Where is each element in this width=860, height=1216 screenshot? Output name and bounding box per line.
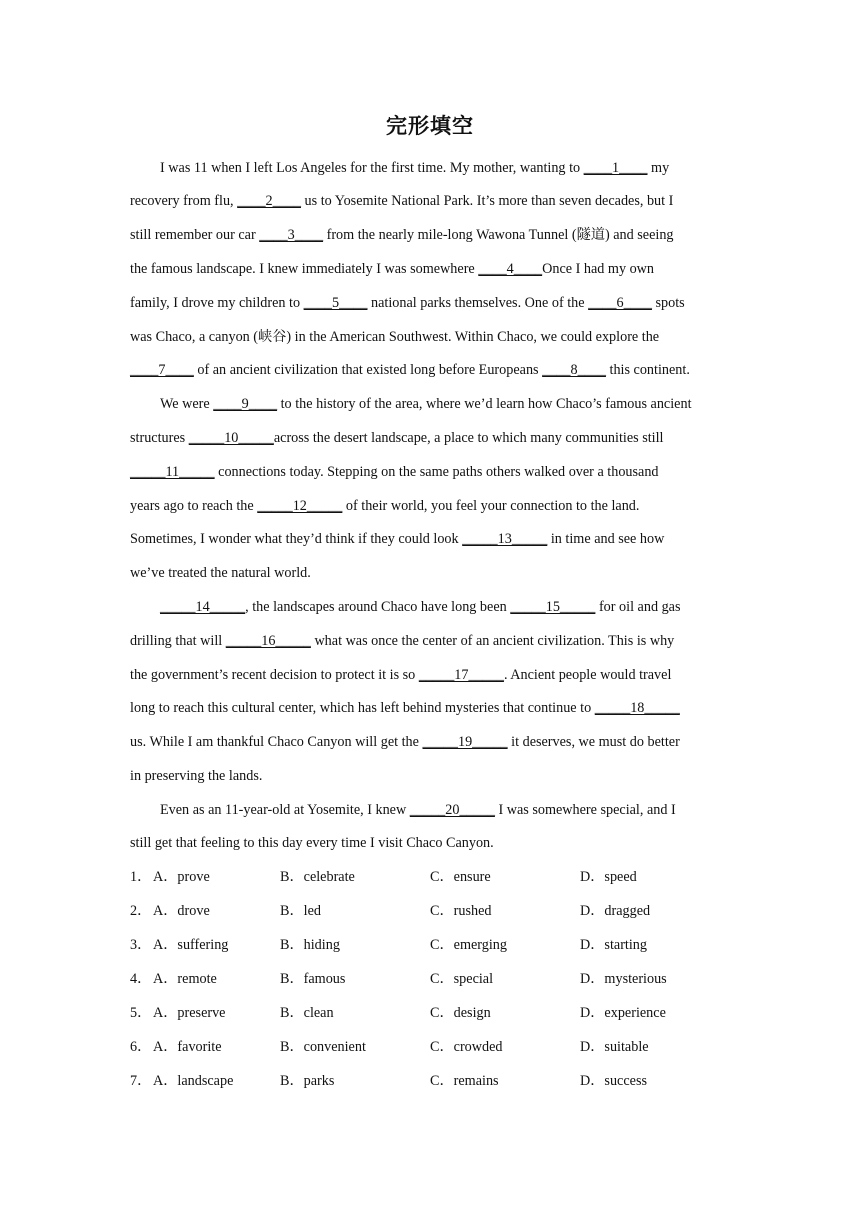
passage-line [130,698,680,718]
passage-text: it deserves, we must do better [507,734,680,750]
passage-line [160,394,692,414]
passage-text: drilling that will [130,633,226,649]
option-c: C．design [430,1005,491,1021]
passage-text: we’ve treated the natural world. [130,565,311,581]
passage-line [130,191,673,211]
option-c: C．rushed [430,903,492,919]
passage-text: family, I drove my children to [130,295,304,311]
page-title: 完形填空 [386,114,474,138]
passage-text: this continent. [605,362,690,378]
question-number: 4． [130,971,152,987]
passage-line [130,732,680,752]
passage-line [130,360,690,380]
blank: ____4____ [478,261,543,277]
passage-line [130,496,639,516]
passage-text: Once I had my own [542,261,655,277]
option-d: D．suitable [580,1039,649,1055]
passage-text: structures [130,430,189,446]
passage-line [130,225,674,245]
option-c: C．ensure [430,869,491,885]
passage-text: long to reach this cultural center, which has left behind mysteries that continue to [130,700,595,716]
passage-text: was Chaco, a canyon (峡谷) in the American Southwest. Within Chaco, we could explore the [130,329,660,345]
blank: _____12_____ [257,498,343,514]
passage-text: of their world, you feel your connection to the land. [342,498,640,514]
passage-text: . Ancient people would travel [503,667,672,683]
option-b: B．convenient [280,1039,366,1055]
passage-text: national parks themselves. One of the [367,295,589,311]
passage-text: recovery from flu, [130,193,238,209]
passage-line [130,665,671,685]
blank: ____2____ [237,193,301,209]
question-number: 6． [130,1039,152,1055]
blank: _____20_____ [409,802,495,818]
passage-text: the government’s recent decision to protect it is so [130,667,419,683]
option-b: B．led [280,903,321,919]
passage-text: for oil and gas [595,599,681,615]
blank: ____9____ [213,396,278,412]
option-a: A．landscape [153,1073,234,1089]
passage-line [130,563,311,583]
question-number: 2． [130,903,152,919]
question-number: 5． [130,1005,152,1021]
passage-text: still remember our car [130,227,260,243]
passage-text: to the history of the area, where we’d learn how Chaco’s famous ancient [277,396,692,412]
blank: _____16_____ [225,633,311,649]
passage-text: in preserving the lands. [130,768,263,784]
option-d: D．starting [580,937,647,953]
blank: _____17_____ [418,667,504,683]
passage-text: connections today. Stepping on the same paths others walked over a thousand [214,464,659,480]
option-b: B．parks [280,1073,335,1089]
option-a: A．drove [153,903,210,919]
blank: ____3____ [259,227,324,243]
passage-text: of an ancient civilization that existed long before Europeans [193,362,543,378]
option-a: A．suffering [153,937,229,953]
option-b: B．hiding [280,937,340,953]
passage-text: from the nearly mile-long Wawona Tunnel (隧道) and seeing [323,227,674,243]
passage-text: , the landscapes around Chaco have long been [245,599,511,615]
passage-text: my [647,160,670,176]
passage-line [160,158,669,178]
option-b: B．famous [280,971,346,987]
passage-line [160,800,676,820]
passage-text: spots [651,295,685,311]
passage-text: Sometimes, I wonder what they’d think if they could look [130,531,463,547]
blank: ____8____ [542,362,606,378]
option-c: C．remains [430,1073,499,1089]
passage-text: We were [160,396,214,412]
blank: _____10_____ [188,430,274,446]
blank: _____13_____ [462,531,548,547]
passage-text: what was once the center of an ancient civilization. This is why [310,633,675,649]
blank: _____18_____ [594,700,680,716]
blank: _____19_____ [422,734,508,750]
option-a: A．remote [153,971,217,987]
passage-text: I was 11 when I left Los Angeles for the first time. My mother, wanting to [160,160,584,176]
option-d: D．success [580,1073,647,1089]
question-number: 7． [130,1073,152,1089]
option-d: D．speed [580,869,637,885]
passage-text: Even as an 11-year-old at Yosemite, I knew [160,802,410,818]
blank: _____14_____ [160,599,246,615]
option-a: A．prove [153,869,210,885]
option-c: C．emerging [430,937,507,953]
blank: ____5____ [303,295,368,311]
passage-text: in time and see how [547,531,665,547]
option-c: C．special [430,971,494,987]
passage-text: I was somewhere special, and I [494,802,676,818]
option-a: A．preserve [153,1005,226,1021]
blank: ____1____ [583,160,648,176]
passage-line [130,327,659,347]
question-number: 1． [130,869,152,885]
option-d: D．experience [580,1005,666,1021]
passage-text: us to Yosemite National Park. It’s more than seven decades, but I [301,193,674,209]
blank: ____7____ [130,362,194,378]
passage-text: the famous landscape. I knew immediately I was somewhere [130,261,479,277]
option-c: C．crowded [430,1039,503,1055]
passage-line [130,833,494,853]
passage-line [130,631,674,651]
passage-text: still get that feeling to this day every time I visit Chaco Canyon. [130,835,494,851]
passage-line [130,293,685,313]
passage-line [160,597,681,617]
option-b: B．celebrate [280,869,355,885]
passage-line [130,428,664,448]
blank: _____11_____ [130,464,215,480]
passage-line [130,259,654,279]
option-b: B．clean [280,1005,334,1021]
question-number: 3． [130,937,152,953]
blank: _____15_____ [510,599,596,615]
option-d: D．mysterious [580,971,667,987]
passage-text: years ago to reach the [130,498,258,514]
passage-text: us. While I am thankful Chaco Canyon will get the [130,734,423,750]
blank: ____6____ [588,295,652,311]
passage-text: across the desert landscape, a place to which many communities still [273,430,664,446]
option-d: D．dragged [580,903,651,919]
passage-line [130,766,262,786]
option-a: A．favorite [153,1039,222,1055]
passage-line [130,462,659,482]
passage-line [130,529,664,549]
